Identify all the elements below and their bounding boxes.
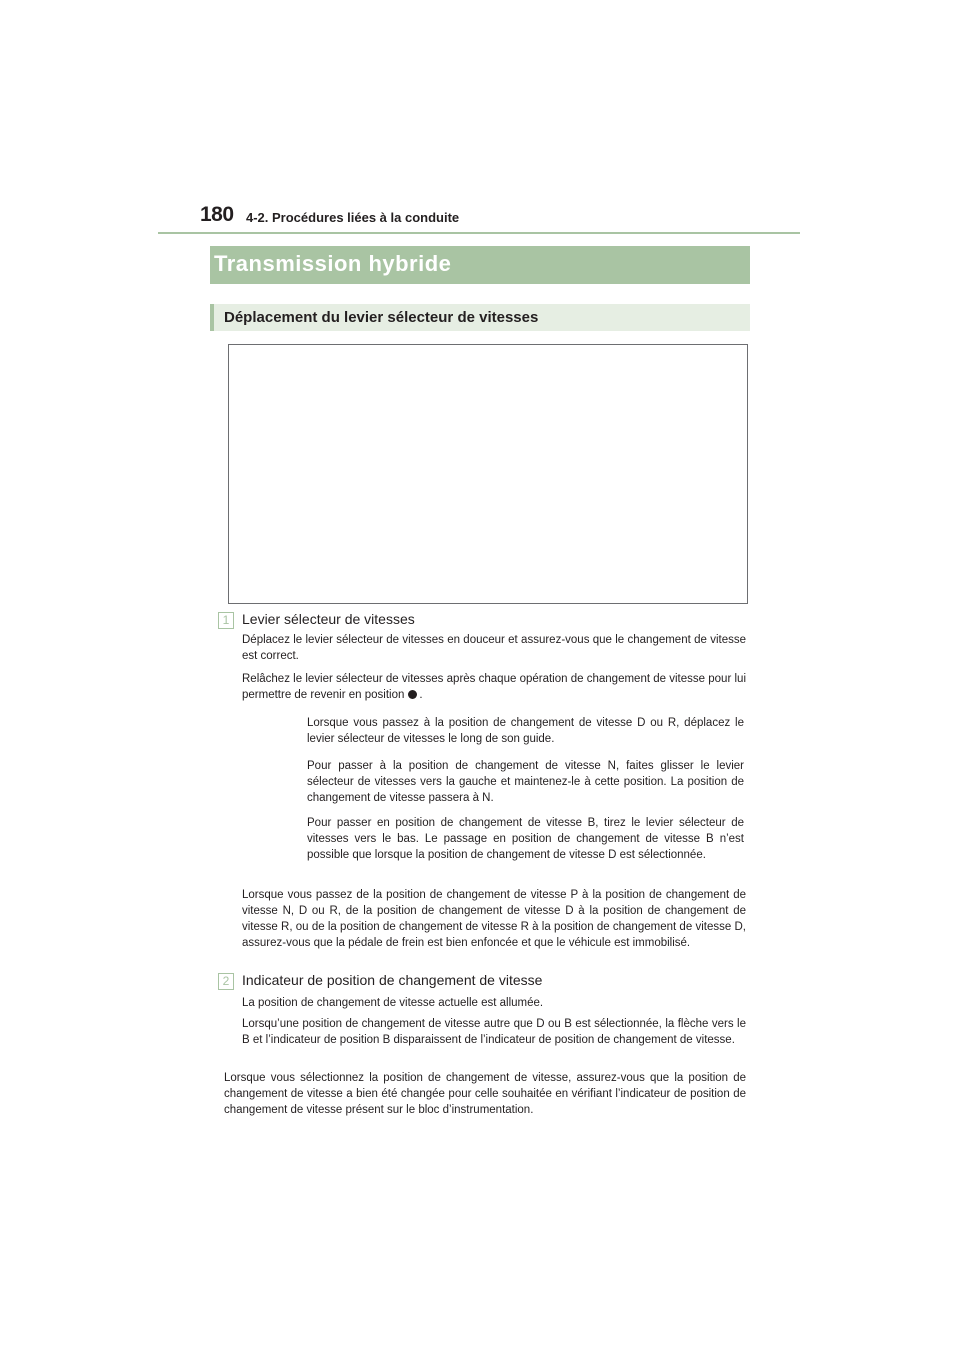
item-title-1: Levier sélecteur de vitesses [242, 611, 415, 627]
subsection-title: Déplacement du levier sélecteur de vitesses [224, 309, 539, 326]
header-rule [158, 232, 800, 234]
section-title-banner [210, 246, 750, 284]
item-1-note-1: Lorsque vous passez à la position de changement de vitesse D ou R, déplacez le levier sélecteur de vitesses le long de son guide. [307, 717, 744, 745]
neutral-position-dot-icon [408, 690, 417, 699]
page-number: 180 [200, 203, 234, 226]
item-2-paragraph-1: La position de changement de vitesse actuelle est allumée. [242, 997, 544, 1009]
closing-paragraph: Lorsque vous sélectionnez la position de changement de vitesse, assurez-vous que la position de changement de vitesse a bien été changée pour celle souhaitée en vérifiant l’indicateur de position de changement de vitesse présent sur le bloc d’instrumentation. [224, 1072, 746, 1116]
callout-number-2: 2 [218, 973, 234, 990]
item-1-note-2: Pour passer à la position de changement de vitesse N, faites glisser le levier sélecteur de vitesses vers la gauche et maintenez-le à cette position. La position de changement de vitesse passera à N. [307, 760, 744, 804]
subsection-accent-bar [210, 304, 214, 331]
item-1-paragraph-1: Déplacez le levier sélecteur de vitesses en douceur et assurez-vous que le changement de vitesse est correct. [242, 634, 746, 662]
item-1-paragraph-2-end: . [419, 689, 423, 701]
callout-number-1: 1 [218, 612, 234, 629]
item-1-paragraph-2 [242, 671, 746, 703]
subsection-title-banner [210, 304, 750, 331]
item-2-paragraph-2: Lorsqu’une position de changement de vitesse autre que D ou B est sélectionnée, la flèche vers le B et l’indicateur de position B disparaissent de l’indicateur de position de changement de vitesse. [242, 1018, 746, 1046]
item-title-2: Indicateur de position de changement de vitesse [242, 972, 543, 988]
figure-frame [228, 344, 748, 604]
item-1-paragraph-2-text: Relâchez le levier sélecteur de vitesses après chaque opération de changement de vitesse pour lui permettre de revenir en position [242, 673, 746, 701]
item-1-note-3: Pour passer en position de changement de vitesse B, tirez le levier sélecteur de vitesses vers le bas. Le passage en position de changement de vitesse B n’est possible que lorsque la position de changement de vitesse D est sélectionnée. [307, 817, 744, 861]
item-1-paragraph-3: Lorsque vous passez de la position de changement de vitesse P à la position de changement de vitesse N, D ou R, de la position de changement de vitesse D à la position de changement de vitesse R, ou de la position de changement de vitesse R à la position de changement de vitesse D, assurez-vous que la pédale de frein est bien enfoncée et que le véhicule est immobilisé. [242, 889, 746, 949]
running-header: 4-2. Procédures liées à la conduite [246, 210, 460, 225]
section-title: Transmission hybride [214, 251, 452, 276]
